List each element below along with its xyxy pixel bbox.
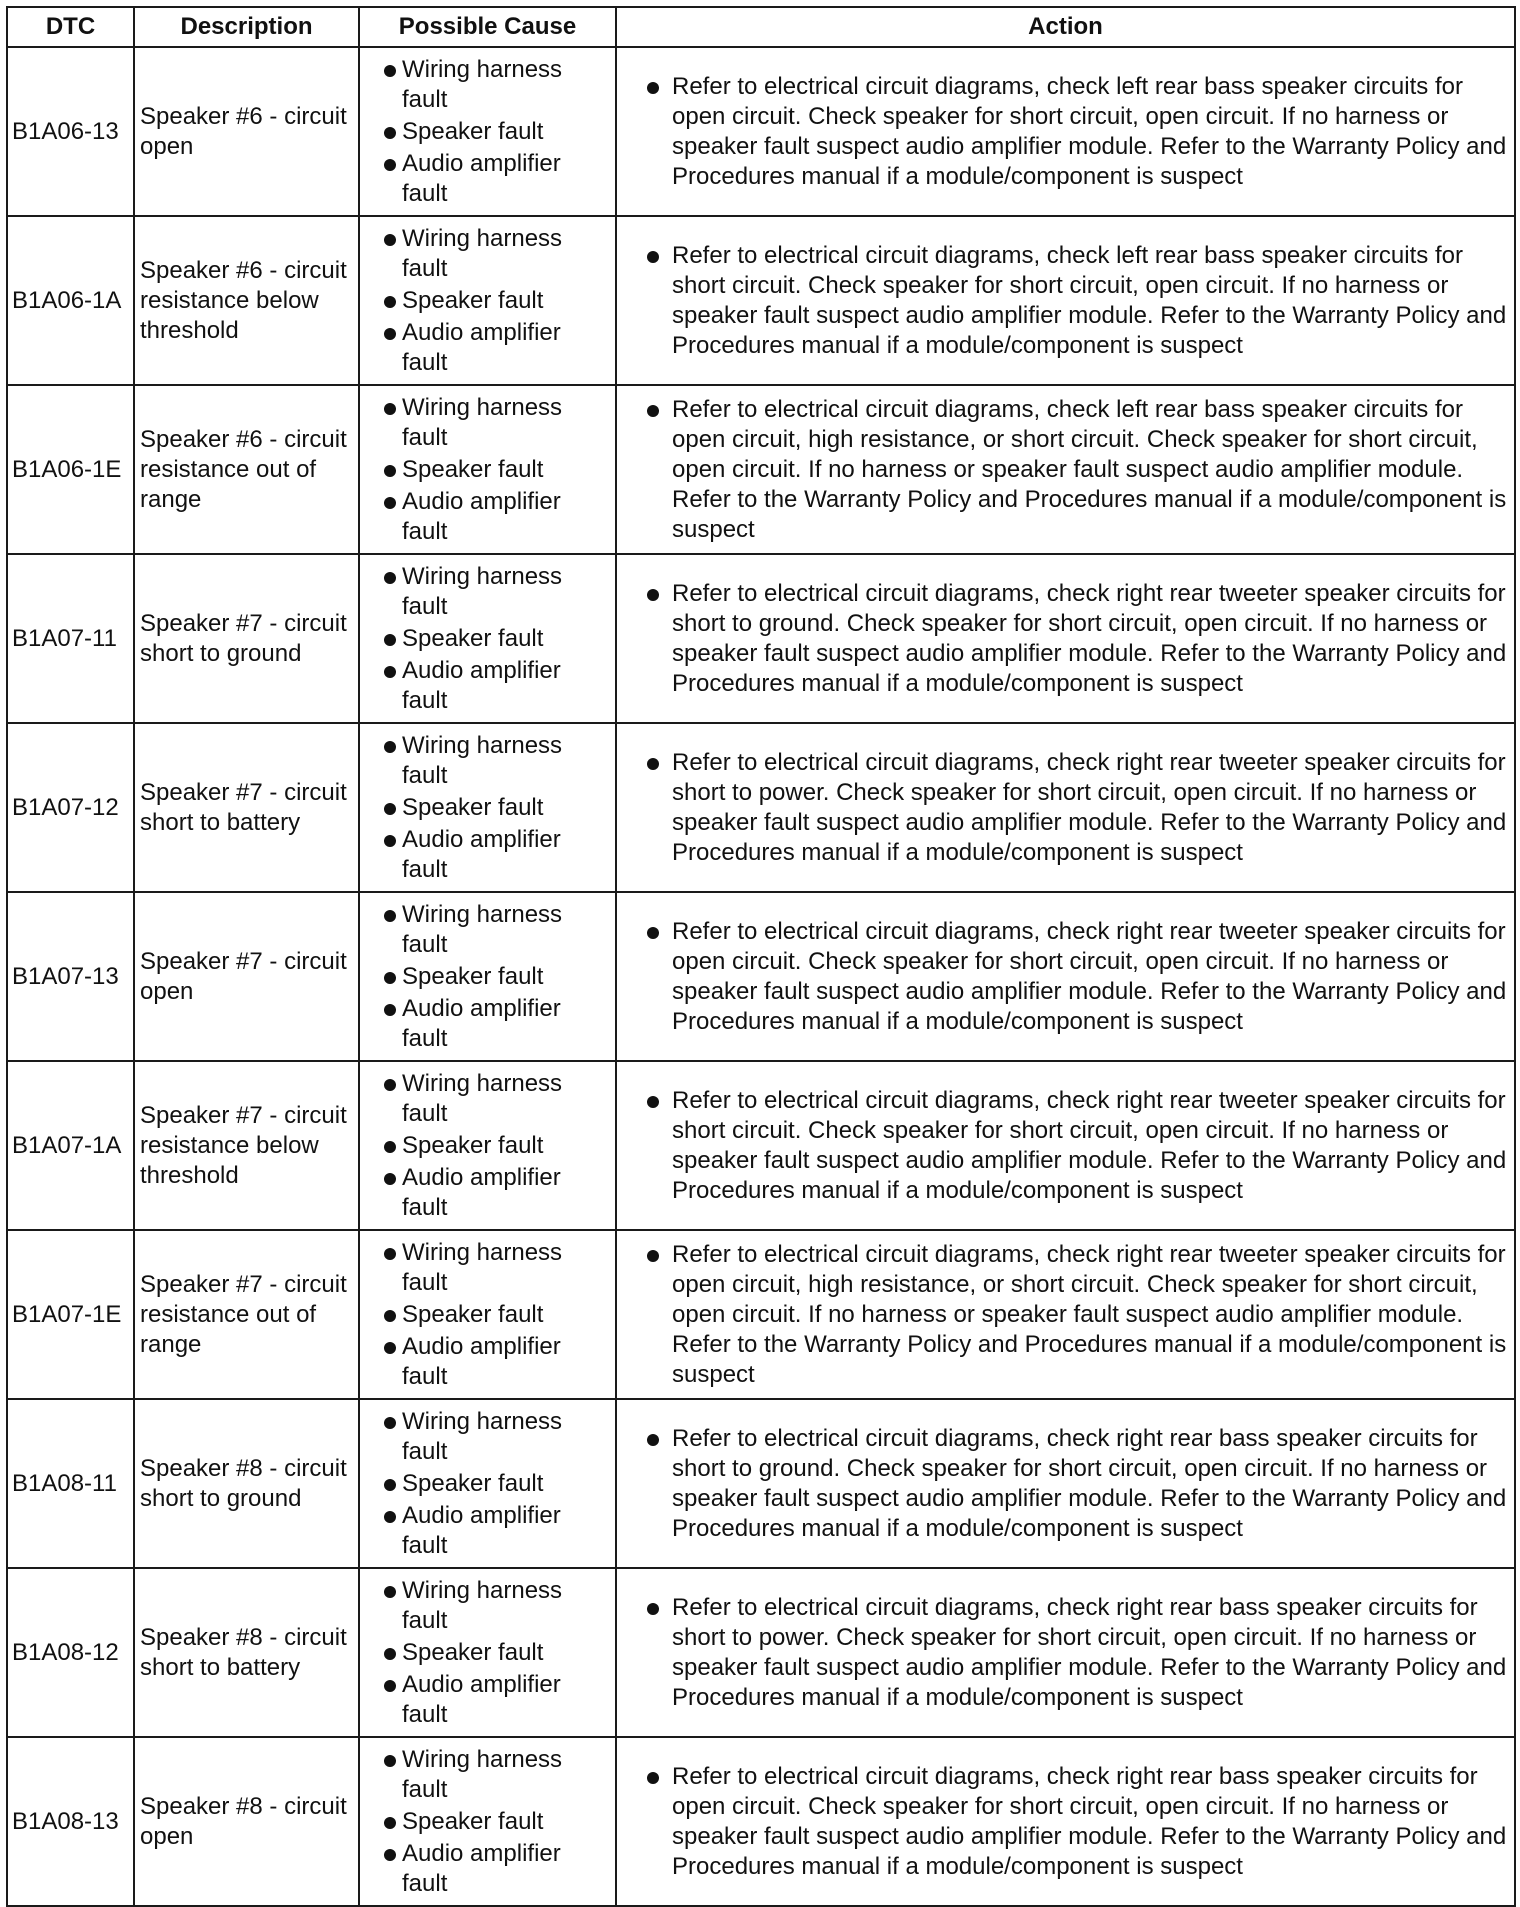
action xyxy=(616,47,1515,216)
cause-item: Audio amplifier fault xyxy=(360,149,611,209)
table-row xyxy=(7,723,1515,892)
description: Speaker #6 - circuit open xyxy=(134,47,359,216)
table-row xyxy=(7,1737,1515,1906)
cause-item: Speaker fault xyxy=(360,1469,611,1499)
dtc-code: B1A07-12 xyxy=(7,723,134,892)
cause-item: Speaker fault xyxy=(360,455,611,485)
action-list xyxy=(617,1240,1508,1390)
action xyxy=(616,1061,1515,1230)
cause-item: Wiring harness fault xyxy=(360,1069,611,1129)
table-row xyxy=(7,1399,1515,1568)
action-item: Refer to electrical circuit diagrams, check right rear bass speaker circuits for open circuit. Check speaker for short circuit, open circuit. If no harness or speaker fault suspect audio amplifier module. Refer to the Warranty Policy and Procedures manual if a module/component is suspect xyxy=(617,1762,1508,1882)
table-row xyxy=(7,385,1515,554)
description: Speaker #7 - circuit open xyxy=(134,892,359,1061)
possible-cause xyxy=(359,723,616,892)
dtc-table xyxy=(6,6,1516,1907)
action-item: Refer to electrical circuit diagrams, check right rear tweeter speaker circuits for open circuit. Check speaker for short circuit, open circuit. If no harness or speaker fault suspect audio amplifier module. Refer to the Warranty Policy and Procedures manual if a module/component is suspect xyxy=(617,917,1508,1037)
cause-item: Speaker fault xyxy=(360,624,611,654)
dtc-code: B1A07-13 xyxy=(7,892,134,1061)
cause-item: Speaker fault xyxy=(360,1638,611,1668)
dtc-code: B1A08-13 xyxy=(7,1737,134,1906)
action-list xyxy=(617,1762,1508,1882)
table-row xyxy=(7,554,1515,723)
table-row xyxy=(7,892,1515,1061)
cause-item: Wiring harness fault xyxy=(360,1238,611,1298)
dtc-code: B1A08-11 xyxy=(7,1399,134,1568)
action-list xyxy=(617,1593,1508,1713)
action-item: Refer to electrical circuit diagrams, check right rear tweeter speaker circuits for short circuit. Check speaker for short circuit, open circuit. If no harness or speaker fault suspect audio amplifier module. Refer to the Warranty Policy and Procedures manual if a module/component is suspect xyxy=(617,1086,1508,1206)
cause-item: Audio amplifier fault xyxy=(360,1670,611,1730)
action xyxy=(616,1568,1515,1737)
possible-cause xyxy=(359,554,616,723)
possible-cause xyxy=(359,385,616,554)
action-list xyxy=(617,395,1508,545)
action xyxy=(616,1399,1515,1568)
action-item: Refer to electrical circuit diagrams, check right rear tweeter speaker circuits for open circuit, high resistance, or short circuit. Check speaker for short circuit, open circuit. If no harness or speaker fault suspect audio amplifier module. Refer to the Warranty Policy and Procedures manual if a module/component is suspect xyxy=(617,1240,1508,1390)
possible-cause xyxy=(359,892,616,1061)
cause-list xyxy=(360,1407,611,1561)
table-header xyxy=(7,7,1515,47)
description: Speaker #6 - circuit resistance below threshold xyxy=(134,216,359,385)
cause-item: Wiring harness fault xyxy=(360,731,611,791)
description: Speaker #7 - circuit resistance below threshold xyxy=(134,1061,359,1230)
action xyxy=(616,1230,1515,1399)
cause-item: Wiring harness fault xyxy=(360,55,611,115)
cause-list xyxy=(360,1238,611,1392)
description: Speaker #8 - circuit short to ground xyxy=(134,1399,359,1568)
cause-item: Wiring harness fault xyxy=(360,1407,611,1467)
possible-cause xyxy=(359,47,616,216)
cause-item: Speaker fault xyxy=(360,1807,611,1837)
cause-list xyxy=(360,55,611,209)
cause-list xyxy=(360,1745,611,1899)
cause-item: Speaker fault xyxy=(360,1300,611,1330)
action-item: Refer to electrical circuit diagrams, check left rear bass speaker circuits for open circuit. Check speaker for short circuit, open circuit. If no harness or speaker fault suspect audio amplifier module. Refer to the Warranty Policy and Procedures manual if a module/component is suspect xyxy=(617,72,1508,192)
action xyxy=(616,554,1515,723)
description: Speaker #8 - circuit short to battery xyxy=(134,1568,359,1737)
action-list xyxy=(617,1424,1508,1544)
cause-item: Audio amplifier fault xyxy=(360,825,611,885)
action-item: Refer to electrical circuit diagrams, check right rear bass speaker circuits for short to power. Check speaker for short circuit, open circuit. If no harness or speaker fault suspect audio amplifier module. Refer to the Warranty Policy and Procedures manual if a module/component is suspect xyxy=(617,1593,1508,1713)
description: Speaker #8 - circuit open xyxy=(134,1737,359,1906)
cause-item: Speaker fault xyxy=(360,793,611,823)
header-action: Action xyxy=(616,7,1515,47)
cause-item: Wiring harness fault xyxy=(360,1576,611,1636)
action xyxy=(616,723,1515,892)
dtc-code: B1A08-12 xyxy=(7,1568,134,1737)
description: Speaker #6 - circuit resistance out of range xyxy=(134,385,359,554)
cause-list xyxy=(360,731,611,885)
cause-item: Audio amplifier fault xyxy=(360,1332,611,1392)
table-row xyxy=(7,1061,1515,1230)
cause-item: Speaker fault xyxy=(360,286,611,316)
cause-list xyxy=(360,1576,611,1730)
cause-list xyxy=(360,562,611,716)
action xyxy=(616,1737,1515,1906)
action-list xyxy=(617,72,1508,192)
cause-item: Audio amplifier fault xyxy=(360,487,611,547)
cause-item: Speaker fault xyxy=(360,1131,611,1161)
dtc-code: B1A07-1E xyxy=(7,1230,134,1399)
action xyxy=(616,385,1515,554)
table-body xyxy=(7,47,1515,1906)
possible-cause xyxy=(359,216,616,385)
dtc-code: B1A07-1A xyxy=(7,1061,134,1230)
cause-list xyxy=(360,1069,611,1223)
cause-item: Speaker fault xyxy=(360,117,611,147)
action-list xyxy=(617,1086,1508,1206)
action xyxy=(616,216,1515,385)
dtc-code: B1A06-1E xyxy=(7,385,134,554)
header-dtc: DTC xyxy=(7,7,134,47)
cause-item: Wiring harness fault xyxy=(360,562,611,622)
cause-item: Wiring harness fault xyxy=(360,393,611,453)
cause-item: Audio amplifier fault xyxy=(360,994,611,1054)
table-row xyxy=(7,1568,1515,1737)
cause-item: Wiring harness fault xyxy=(360,900,611,960)
cause-item: Audio amplifier fault xyxy=(360,1839,611,1899)
cause-item: Audio amplifier fault xyxy=(360,656,611,716)
table-row xyxy=(7,216,1515,385)
dtc-code: B1A06-1A xyxy=(7,216,134,385)
possible-cause xyxy=(359,1737,616,1906)
action-list xyxy=(617,579,1508,699)
description: Speaker #7 - circuit short to ground xyxy=(134,554,359,723)
action-list xyxy=(617,917,1508,1037)
header-possible-cause: Possible Cause xyxy=(359,7,616,47)
possible-cause xyxy=(359,1061,616,1230)
possible-cause xyxy=(359,1568,616,1737)
cause-item: Wiring harness fault xyxy=(360,224,611,284)
cause-item: Audio amplifier fault xyxy=(360,1163,611,1223)
cause-list xyxy=(360,900,611,1054)
possible-cause xyxy=(359,1399,616,1568)
table-row xyxy=(7,1230,1515,1399)
header-description: Description xyxy=(134,7,359,47)
action-item: Refer to electrical circuit diagrams, check right rear bass speaker circuits for short to ground. Check speaker for short circuit, open circuit. If no harness or speaker fault suspect audio amplifier module. Refer to the Warranty Policy and Procedures manual if a module/component is suspect xyxy=(617,1424,1508,1544)
action-item: Refer to electrical circuit diagrams, check left rear bass speaker circuits for open circuit, high resistance, or short circuit. Check speaker for short circuit, open circuit. If no harness or speaker fault suspect audio amplifier module. Refer to the Warranty Policy and Procedures manual if a module/component is suspect xyxy=(617,395,1508,545)
description: Speaker #7 - circuit resistance out of range xyxy=(134,1230,359,1399)
dtc-code: B1A06-13 xyxy=(7,47,134,216)
dtc-code: B1A07-11 xyxy=(7,554,134,723)
header-row xyxy=(7,7,1515,47)
cause-list xyxy=(360,224,611,378)
possible-cause xyxy=(359,1230,616,1399)
cause-item: Audio amplifier fault xyxy=(360,1501,611,1561)
action xyxy=(616,892,1515,1061)
action-item: Refer to electrical circuit diagrams, check left rear bass speaker circuits for short circuit. Check speaker for short circuit, open circuit. If no harness or speaker fault suspect audio amplifier module. Refer to the Warranty Policy and Procedures manual if a module/component is suspect xyxy=(617,241,1508,361)
action-list xyxy=(617,748,1508,868)
cause-item: Wiring harness fault xyxy=(360,1745,611,1805)
cause-item: Audio amplifier fault xyxy=(360,318,611,378)
description: Speaker #7 - circuit short to battery xyxy=(134,723,359,892)
action-item: Refer to electrical circuit diagrams, check right rear tweeter speaker circuits for short to power. Check speaker for short circuit, open circuit. If no harness or speaker fault suspect audio amplifier module. Refer to the Warranty Policy and Procedures manual if a module/component is suspect xyxy=(617,748,1508,868)
cause-item: Speaker fault xyxy=(360,962,611,992)
action-item: Refer to electrical circuit diagrams, check right rear tweeter speaker circuits for short to ground. Check speaker for short circuit, open circuit. If no harness or speaker fault suspect audio amplifier module. Refer to the Warranty Policy and Procedures manual if a module/component is suspect xyxy=(617,579,1508,699)
table-row xyxy=(7,47,1515,216)
cause-list xyxy=(360,393,611,547)
action-list xyxy=(617,241,1508,361)
